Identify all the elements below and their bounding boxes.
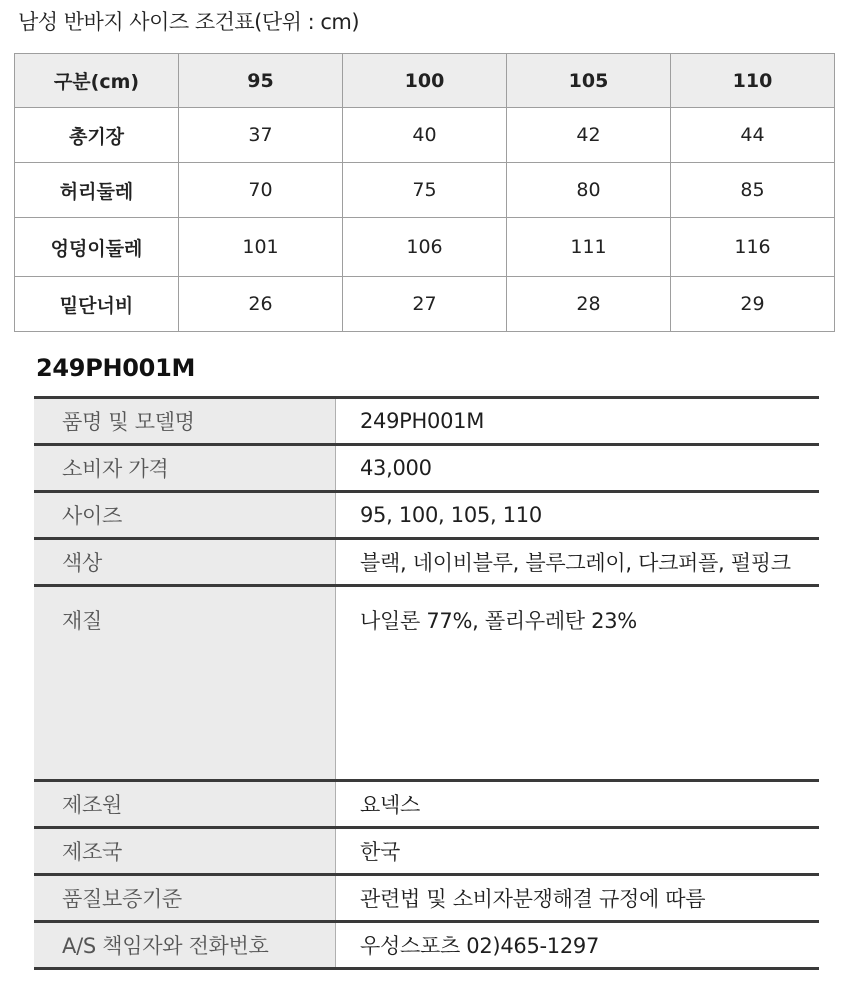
info-label: 제조국: [34, 828, 336, 875]
info-label: 소비자 가격: [34, 445, 336, 492]
info-row: [34, 398, 819, 445]
product-info-table: [34, 396, 819, 970]
info-row: [34, 586, 819, 781]
info-row: [34, 875, 819, 922]
table-cell: 116: [671, 218, 835, 277]
info-value: 요넥스: [336, 781, 820, 828]
info-value: 249PH001M: [336, 398, 820, 445]
row-label: 허리둘레: [15, 163, 179, 218]
info-value: 43,000: [336, 445, 820, 492]
table-row: [15, 277, 835, 332]
size-header-cell: 구분(cm): [15, 54, 179, 108]
table-cell: 28: [507, 277, 671, 332]
info-label: 품질보증기준: [34, 875, 336, 922]
table-cell: 85: [671, 163, 835, 218]
info-value: 95, 100, 105, 110: [336, 492, 820, 539]
table-row: [15, 108, 835, 163]
table-cell: 42: [507, 108, 671, 163]
info-label: 색상: [34, 539, 336, 586]
info-row: [34, 922, 819, 969]
table-cell: 26: [179, 277, 343, 332]
table-cell: 75: [343, 163, 507, 218]
info-label: 품명 및 모델명: [34, 398, 336, 445]
table-cell: 29: [671, 277, 835, 332]
info-row: [34, 828, 819, 875]
info-label: 사이즈: [34, 492, 336, 539]
size-header-cell: 95: [179, 54, 343, 108]
info-value: 나일론 77%, 폴리우레탄 23%: [336, 586, 820, 781]
info-row: [34, 492, 819, 539]
row-label: 총기장: [15, 108, 179, 163]
table-cell: 27: [343, 277, 507, 332]
size-header-cell: 105: [507, 54, 671, 108]
table-row: [15, 218, 835, 277]
table-cell: 80: [507, 163, 671, 218]
row-label: 엉덩이둘레: [15, 218, 179, 277]
table-cell: 101: [179, 218, 343, 277]
table-cell: 44: [671, 108, 835, 163]
size-header-cell: 110: [671, 54, 835, 108]
table-cell: 106: [343, 218, 507, 277]
info-value: 우성스포츠 02)465-1297: [336, 922, 820, 969]
table-cell: 40: [343, 108, 507, 163]
info-row: [34, 445, 819, 492]
model-title: 249PH001M: [36, 354, 196, 382]
table-cell: 70: [179, 163, 343, 218]
table-cell: 37: [179, 108, 343, 163]
table-row: [15, 163, 835, 218]
info-label: A/S 책임자와 전화번호: [34, 922, 336, 969]
info-label: 제조원: [34, 781, 336, 828]
size-header-cell: 100: [343, 54, 507, 108]
info-value: 관련법 및 소비자분쟁해결 규정에 따름: [336, 875, 820, 922]
info-value: 한국: [336, 828, 820, 875]
table-cell: 111: [507, 218, 671, 277]
size-chart-table: [14, 53, 835, 332]
info-row: [34, 539, 819, 586]
size-chart-title: 남성 반바지 사이즈 조건표(단위 : cm): [18, 10, 360, 34]
size-header-row: [15, 54, 835, 108]
info-row: [34, 781, 819, 828]
row-label: 밑단너비: [15, 277, 179, 332]
info-value: 블랙, 네이비블루, 블루그레이, 다크퍼플, 펄핑크: [336, 539, 820, 586]
info-label: 재질: [34, 586, 336, 781]
